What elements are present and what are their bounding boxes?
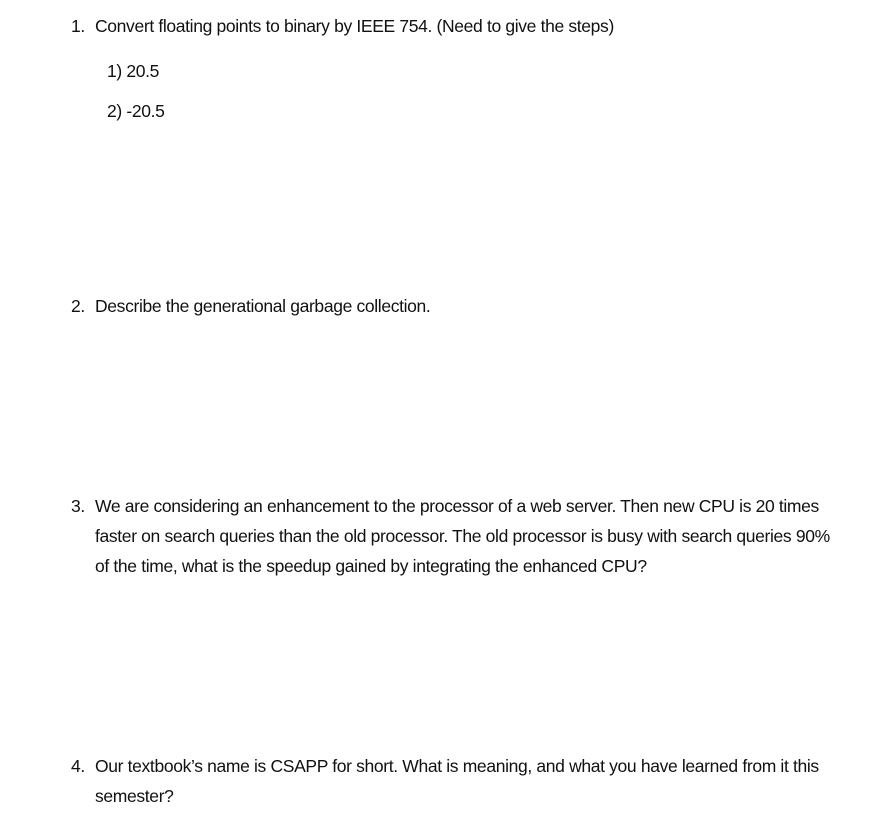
question-text: We are considering an enhancement to the processor of a web server. Then new CPU is 20 times faster on search queries than the old processor. The old processor is busy with search queries 90% of the time, what is the speedup gained by integrating the enhanced CPU? [95,496,830,576]
question-number: 2. [71,296,85,316]
sub-item-2: 2) -20.5 [107,101,165,121]
question-2 [71,291,841,321]
question-text: Describe the generational garbage collection. [95,296,431,316]
question-text: Convert floating points to binary by IEEE 754. (Need to give the steps) [95,16,614,36]
question-3 [71,491,841,581]
question-1 [71,11,841,41]
question-number: 1. [71,16,85,36]
question-text: Our textbook’s name is CSAPP for short. What is meaning, and what you have learned from it this semester? [95,756,819,806]
sub-item-1: 1) 20.5 [107,61,160,81]
question-number: 4. [71,756,85,776]
question-1-sub-items [107,51,165,131]
question-number: 3. [71,496,85,516]
question-4 [71,751,841,811]
